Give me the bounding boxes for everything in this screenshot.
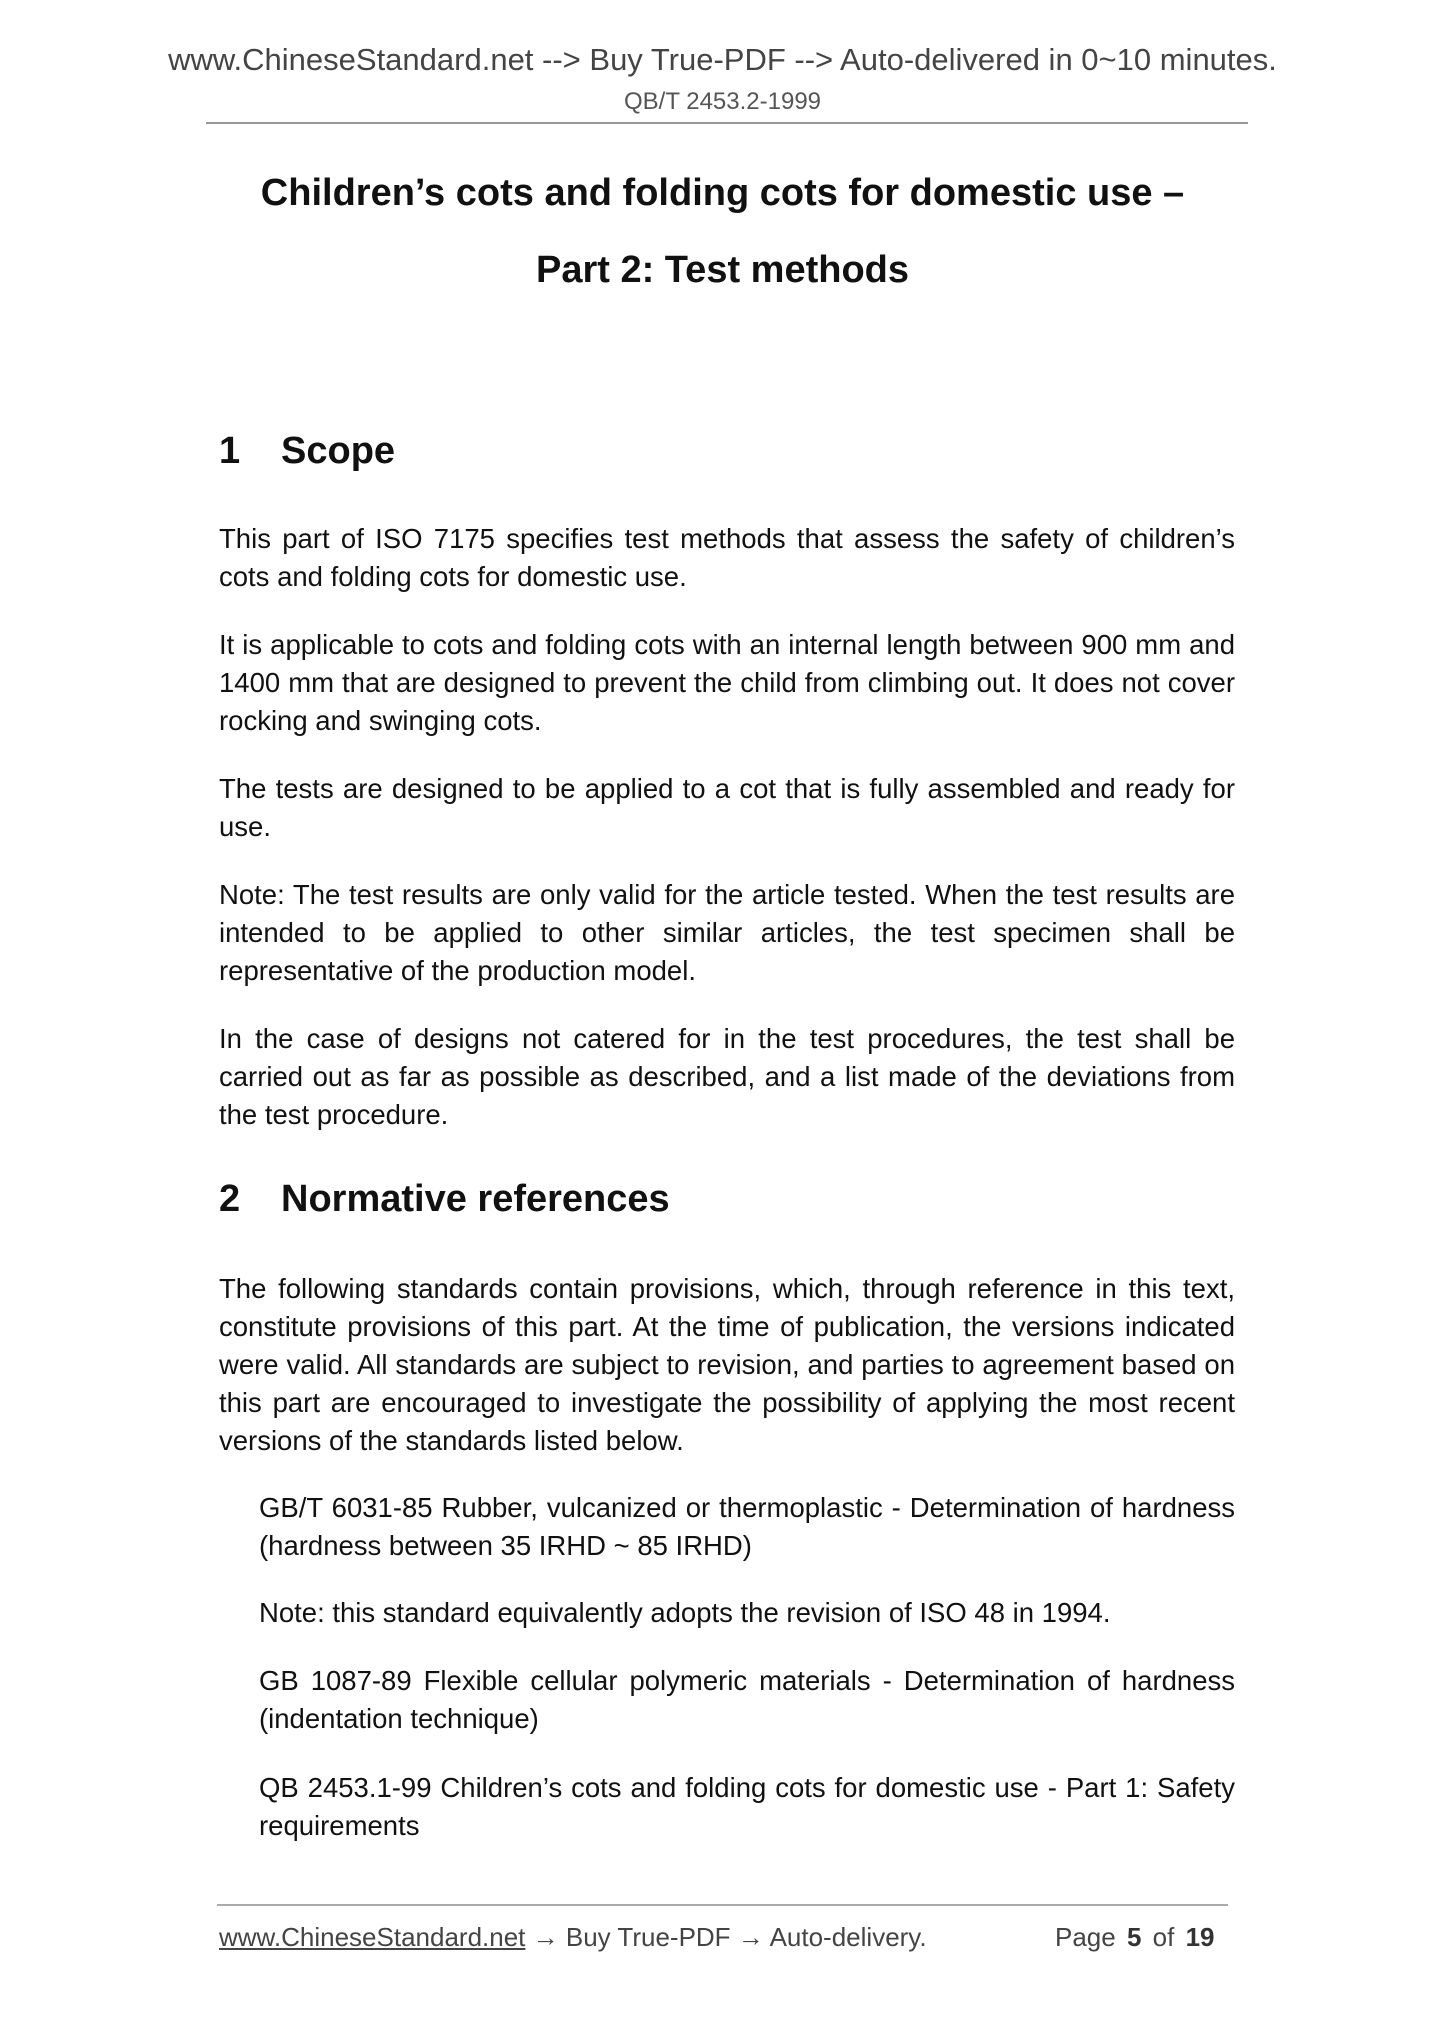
section-title: Normative references — [281, 1178, 670, 1220]
standard-code: QB/T 2453.2-1999 — [623, 88, 822, 115]
title-line-2: Part 2: Test methods — [535, 249, 910, 291]
paragraph: Note: The test results are only valid for the article tested. When the test results are intended to be applied to other similar articles, the test specimen shall be representative of the production model. — [219, 879, 1235, 986]
page-total: 19 — [1185, 1922, 1215, 1952]
header-divider — [206, 122, 1248, 124]
section-1-heading — [219, 430, 395, 473]
reference-note: Note: this standard equivalently adopts the revision of ISO 48 in 1994. — [259, 1597, 1111, 1628]
footer-text — [219, 1922, 927, 1953]
paragraph: It is applicable to cots and folding cots with an internal length between 900 mm and 1400 mm that are designed to prevent the child from climbing out. It does not cover rocking and swinging cots. — [219, 629, 1235, 736]
footer-link[interactable]: www.ChineseStandard.net — [219, 1922, 526, 1952]
reference-item: GB/T 6031-85 Rubber, vulcanized or thermoplastic - Determination of hardness (hardness between 35 IRHD ~ 85 IRHD) — [259, 1492, 1235, 1561]
of-label: of — [1152, 1922, 1175, 1952]
section-title: Scope — [281, 430, 396, 472]
page-label: Page — [1055, 1922, 1116, 1952]
section-2-heading — [219, 1178, 670, 1221]
paragraph: In the case of designs not catered for in the test procedures, the test shall be carried out as far as possible as described, and a list made of the deviations from the test procedure. — [219, 1023, 1235, 1130]
section-number: 1 — [219, 430, 241, 472]
paragraph: The following standards contain provisions, which, through reference in this text, constitute provisions of this part. At the time of publication, the versions indicated were valid. All standards are subject to revision, and parties to agreement based on this part are encouraged to investigate the possibility of applying the most recent versions of the standards listed below. — [219, 1273, 1235, 1456]
header-banner: www.ChineseStandard.net --> Buy True-PDF --> Auto-delivered in 0~10 minutes. — [168, 42, 1277, 77]
reference-item: QB 2453.1-99 Children’s cots and folding cots for domestic use - Part 1: Safety requirements — [259, 1772, 1235, 1841]
paragraph: This part of ISO 7175 specifies test methods that assess the safety of children’s cots and folding cots for domestic use. — [219, 523, 1235, 592]
title-line-1: Children’s cots and folding cots for domestic use – — [260, 172, 1185, 214]
footer-tagline: → Buy True-PDF → Auto-delivery. — [525, 1922, 927, 1952]
page-indicator — [1055, 1922, 1215, 1953]
footer-divider — [217, 1904, 1228, 1906]
section-number: 2 — [219, 1178, 241, 1220]
paragraph: The tests are designed to be applied to a cot that is fully assembled and ready for use. — [219, 773, 1235, 842]
page-number: 5 — [1126, 1922, 1142, 1952]
reference-item: GB 1087-89 Flexible cellular polymeric materials - Determination of hardness (indentation technique) — [259, 1665, 1235, 1734]
